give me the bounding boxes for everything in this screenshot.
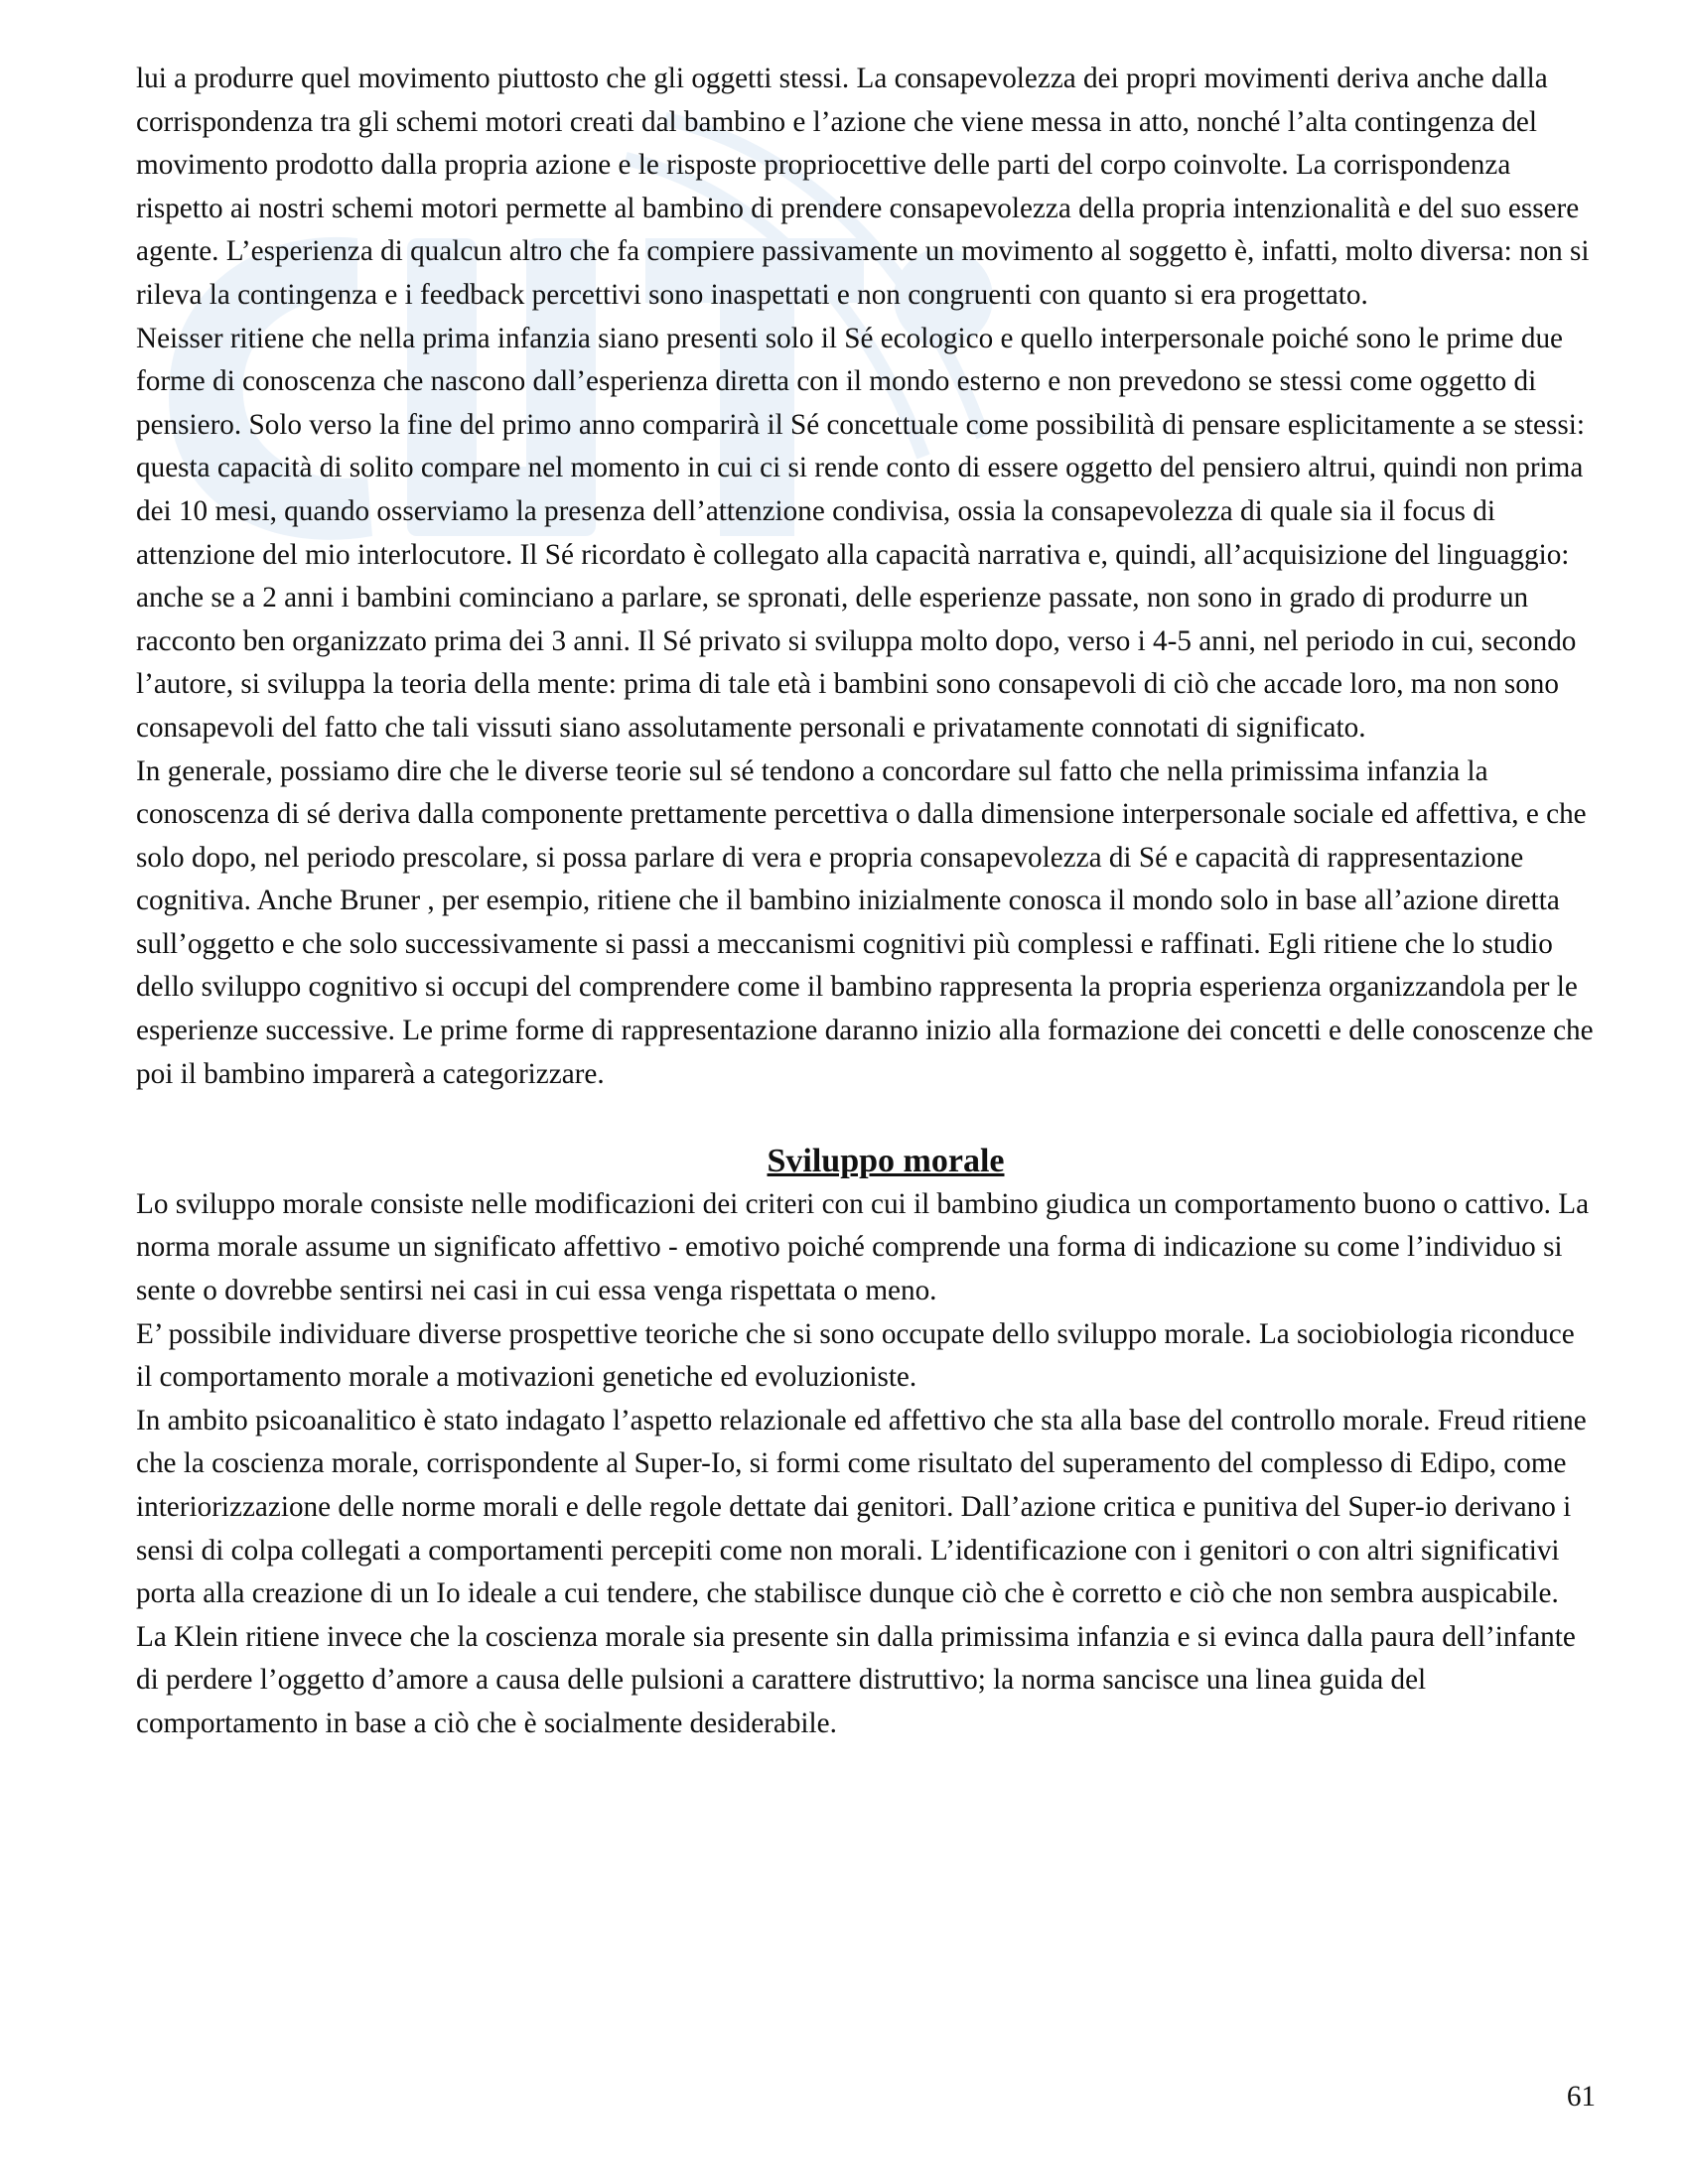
paragraph-bruner: In generale, possiamo dire che le diverse teorie sul sé tendono a concordare sul fatto che nella primissima infanzia la conoscenza di sé deriva dalla componente prettamente percettiva o dalla dimensione interpersonale sociale ed affettiva, e che solo dopo, nel periodo prescolare, si possa parlare di vera e propria consapevolezza di Sé e capacità di rappresentazione cognitiva. Anche Bruner , per esempio, ritiene che il bambino inizialmente conosca il mondo solo in base all’azione diretta sull’oggetto e che solo successivamente si passi a meccanismi cognitivi più complessi e raffinati. Egli ritiene che lo studio dello sviluppo cognitivo si occupi del comprendere come il bambino rappresenta la propria esperienza organizzandola per le esperienze successive. Le prime forme di rappresentazione daranno inizio alla formazione dei concetti e delle conoscenze che poi il bambino imparerà a categorizzare.: [136, 754, 1594, 1090]
paragraph-movement-awareness: lui a produrre quel movimento piuttosto che gli oggetti stessi. La consapevolezza dei propri movimenti deriva anche dalla corrispondenza tra gli schemi motori creati dal bambino e l’azione che viene messa in atto, nonché l’alta contingenza del movimento prodotto dalla propria azione e le risposte propriocettive delle parti del corpo coinvolte. La corrispondenza rispetto ai nostri schemi motori permette al bambino di prendere consapevolezza della propria intenzionalità e del suo essere agente. L’esperienza di qualcun altro che fa compiere passivamente un movimento al soggetto è, infatti, molto diversa: non si rileva la contingenza e i feedback percettivi sono inaspettati e non congruenti con quanto si era progettato.: [136, 63, 1590, 311]
paragraph-neisser: Neisser ritiene che nella prima infanzia siano presenti solo il Sé ecologico e quello interpersonale poiché sono le prime due forme di conoscenza che nascono dall’esperienza diretta con il mondo esterno e non prevedono se stessi come oggetto di pensiero. Solo verso la fine del primo anno comparirà il Sé concettuale come possibilità di pensare esplicitamente a se stessi: questa capacità di solito compare nel momento in cui ci si rende conto di essere oggetto del pensiero altrui, quindi non prima dei 10 mesi, quando osserviamo la presenza dell’attenzione condivisa, ossia la consapevolezza di quale sia il focus di attenzione del mio interlocutore. Il Sé ricordato è collegato alla capacità narrativa e, quindi, all’acquisizione del linguaggio: anche se a 2 anni i bambini cominciano a parlare, se spronati, delle esperienze passate, non sono in grado di produrre un racconto ben organizzato prima dei 3 anni. Il Sé privato si sviluppa molto dopo, verso i 4-5 anni, nel periodo in cui, secondo l’autore, si sviluppa la teoria della mente: prima di tale età i bambini sono consapevoli di ciò che accade loro, ma non sono consapevoli del fatto che tali vissuti siano assolutamente personali e privatamente connotati di significato.: [136, 322, 1585, 744]
paragraph-psychoanalytic: In ambito psicoanalitico è stato indagato l’aspetto relazionale ed affettivo che sta alla base del controllo morale. Freud ritiene che la coscienza morale, corrispondente al Super-Io, si formi come risultato del superamento del complesso di Edipo, come interiorizzazione delle norme morali e delle regole dettate dai genitori. Dall’azione critica e punitiva del Super-io derivano i sensi di colpa collegati a comportamenti percepiti come non morali. L’identificazione con i genitori o con altri significativi porta alla creazione di un Io ideale a cui tendere, che stabilisce dunque ciò che è corretto e ciò che non sembra auspicabile. La Klein ritiene invece che la coscienza morale sia presente sin dalla primissima infanzia e si evinca dalla paura dell’infante di perdere l’oggetto d’amore a causa delle pulsioni a carattere distruttivo; la norma sancisce una linea guida del comportamento in base a ciò che è socialmente desiderabile.: [136, 1404, 1587, 1739]
document-body: [136, 58, 1596, 1746]
page-number: 61: [1566, 2081, 1596, 2113]
section-heading: Sviluppo morale: [767, 1143, 1005, 1180]
paragraph-sociobiology: E’ possibile individuare diverse prospettive teoriche che si sono occupate dello sviluppo morale. La sociobiologia riconduce il comportamento morale a motivazioni genetiche ed evoluzioniste.: [136, 1317, 1575, 1394]
paragraph-moral-definition: Lo sviluppo morale consiste nelle modificazioni dei criteri con cui il bambino giudica un comportamento buono o cattivo. La norma morale assume un significato affettivo - emotivo poiché comprende una forma di indicazione su come l’individuo si sente o dovrebbe sentirsi nei casi in cui essa venga rispettata o meno.: [136, 1187, 1590, 1307]
